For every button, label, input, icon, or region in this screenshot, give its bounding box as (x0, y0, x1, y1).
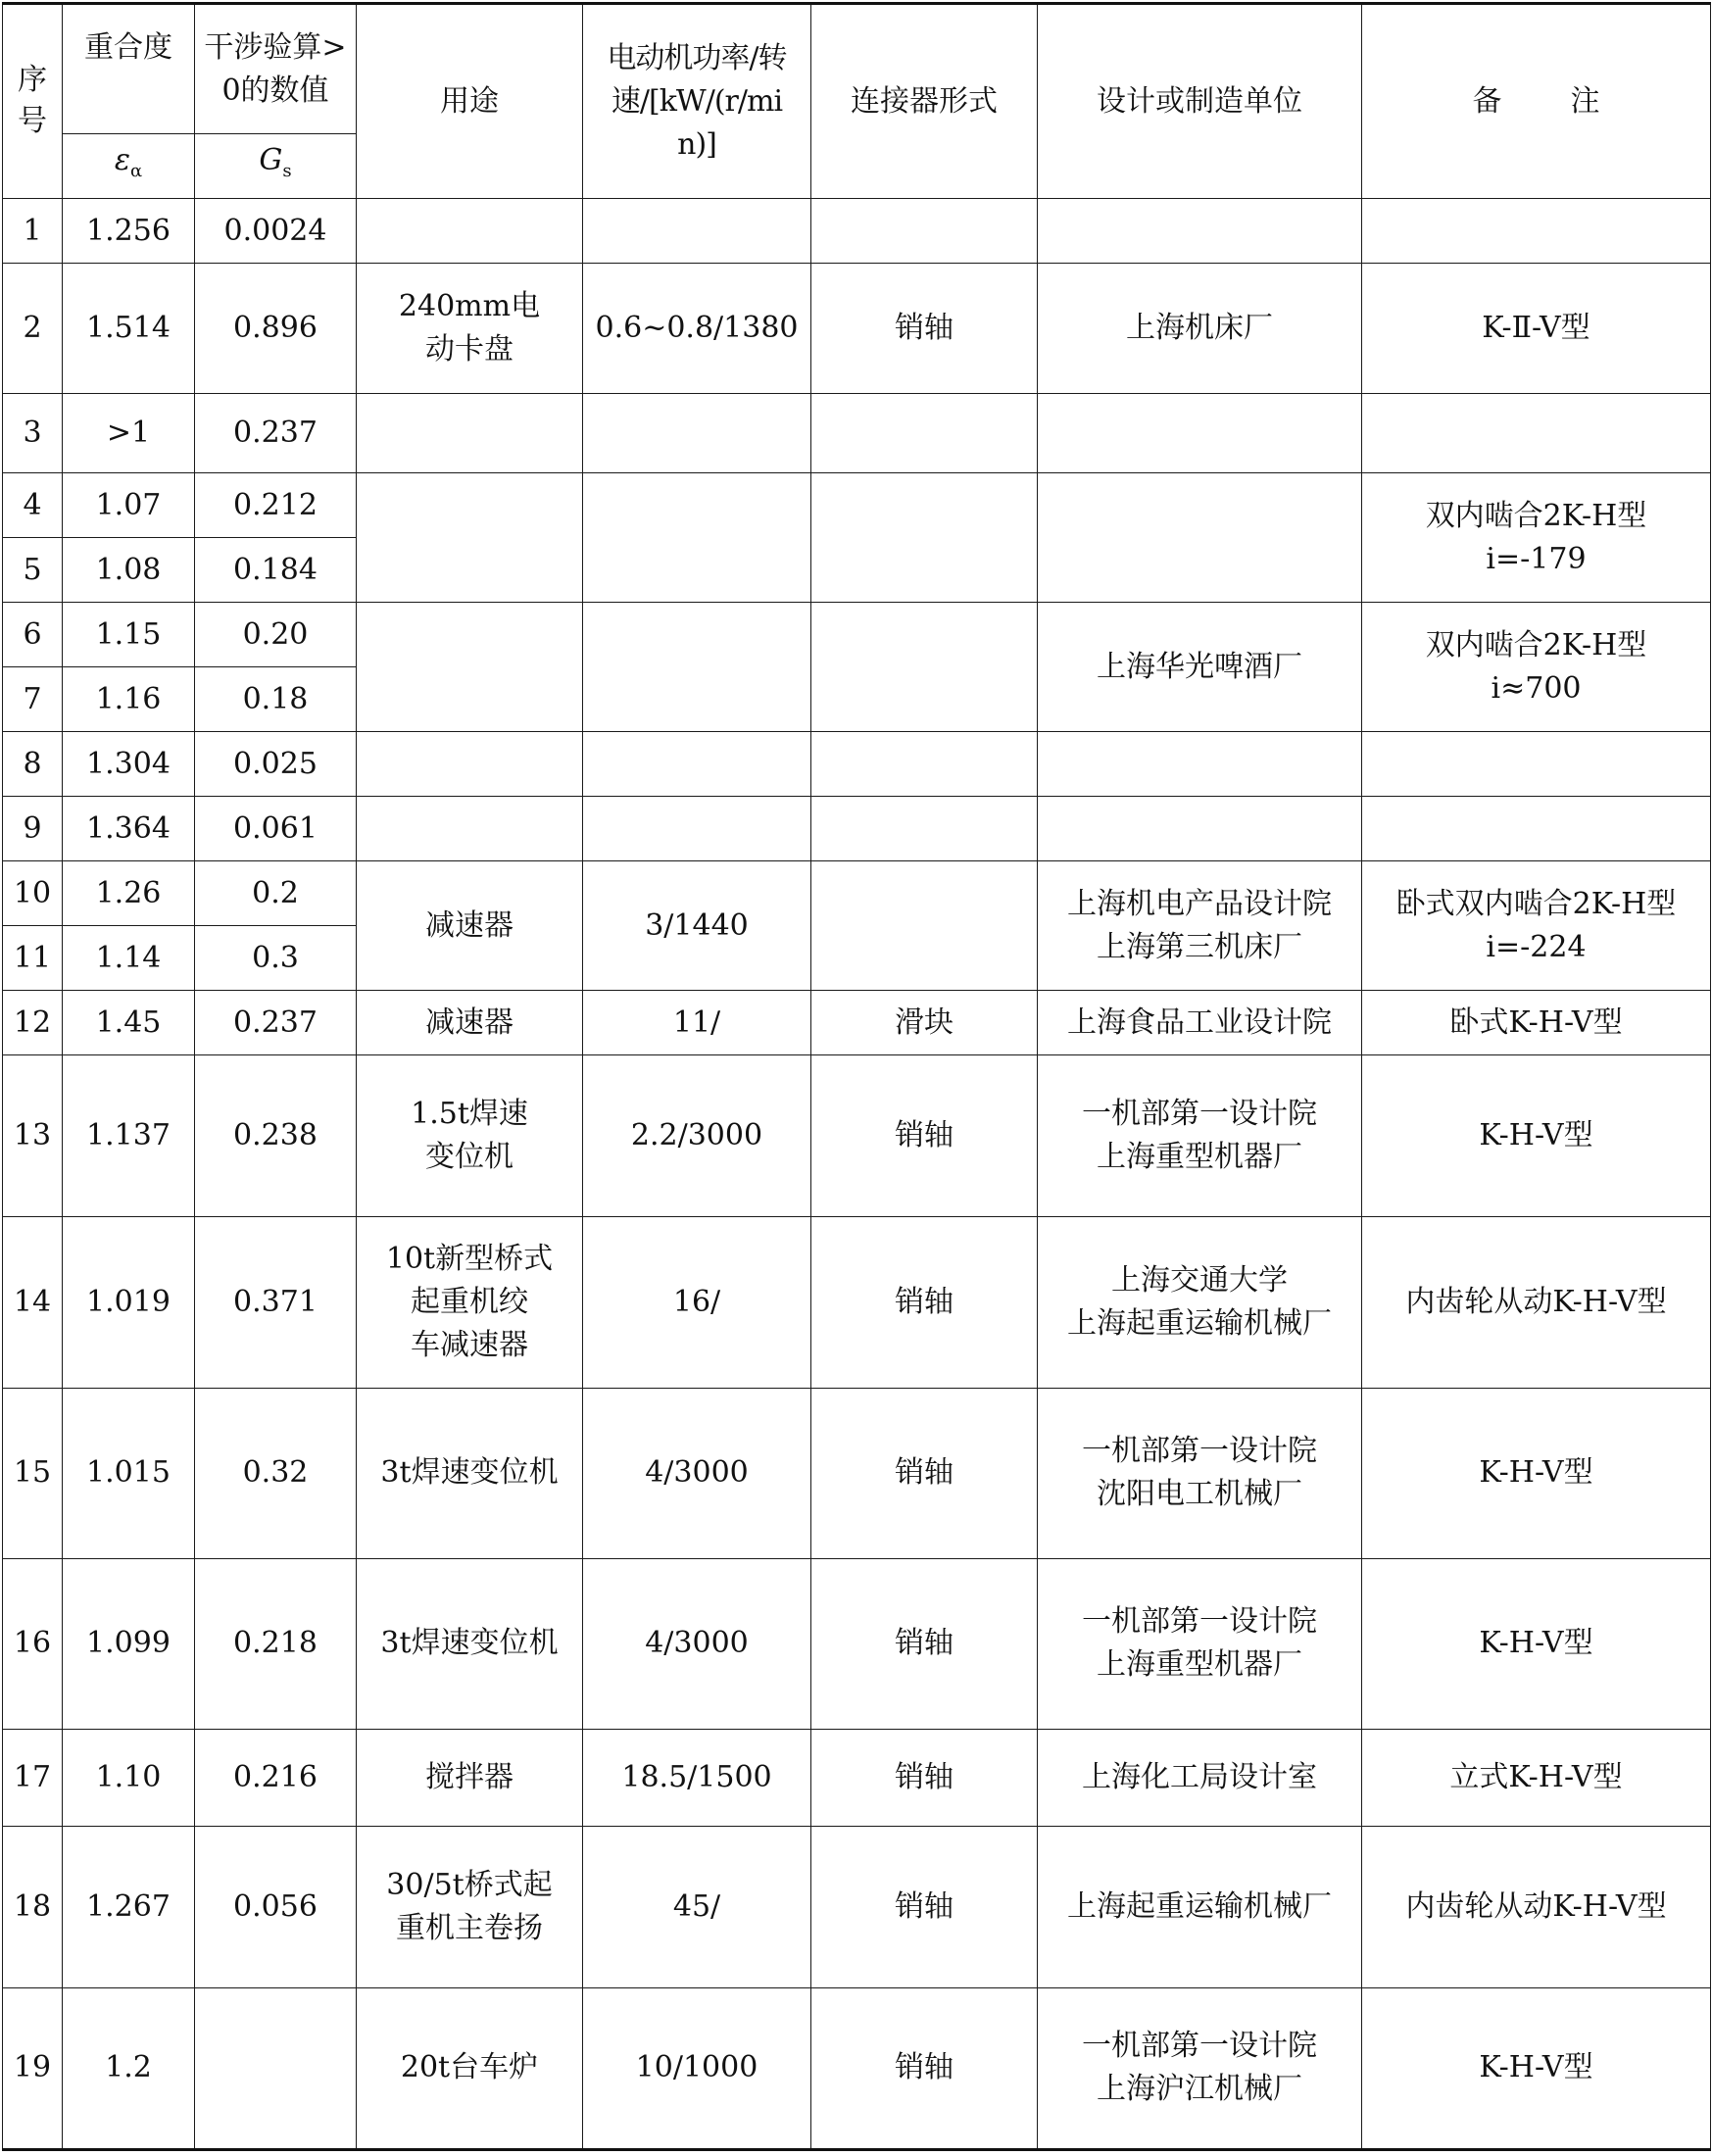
cell-conn: 销轴 (811, 1558, 1038, 1729)
cell-remark (1362, 473, 1711, 603)
cell-conn (811, 199, 1038, 264)
maker-line: 上海交通大学 (1111, 1263, 1288, 1298)
cell-no: 18 (3, 1826, 63, 1987)
cell-gs: 0.237 (195, 394, 357, 473)
maker-line: 上海机电产品设计院 (1067, 886, 1332, 921)
usage-line: 1.5t焊速 (411, 1097, 528, 1132)
cell-eps: 1.2 (63, 1987, 195, 2149)
cell-motor: 45/ (583, 1826, 811, 1987)
cell-motor (583, 797, 811, 861)
usage-line: 减速器 (425, 1004, 514, 1040)
remark-line: 双内啮合2K-H型 (1425, 627, 1647, 662)
cell-eps: >1 (63, 394, 195, 473)
remark-line: K-Ⅱ-V型 (1482, 311, 1590, 346)
cell-maker (1038, 1388, 1362, 1558)
cell-no: 14 (3, 1217, 63, 1388)
maker-line: 上海食品工业设计院 (1067, 1004, 1332, 1040)
header-interference-text: 干涉验算>0的数值 (204, 29, 347, 108)
usage-line: 搅拌器 (425, 1759, 514, 1794)
header-overlap-text: 重合度 (84, 30, 172, 65)
cell-conn (811, 394, 1038, 473)
usage-line: 变位机 (425, 1140, 514, 1175)
g-symbol: G (259, 143, 283, 177)
remark-line: i=-179 (1486, 541, 1587, 576)
cell-motor (583, 732, 811, 797)
maker-line: 上海化工局设计室 (1082, 1759, 1317, 1794)
cell-eps: 1.015 (63, 1388, 195, 1558)
cell-usage (357, 1826, 583, 1987)
g-subscript: s (282, 161, 292, 181)
remark-line: 内齿轮从动K-H-V型 (1405, 1888, 1667, 1924)
cell-motor: 4/3000 (583, 1388, 811, 1558)
cell-usage (357, 473, 583, 603)
cell-eps: 1.45 (63, 991, 195, 1055)
usage-line: 3t焊速变位机 (380, 1626, 559, 1661)
header-remark-a: 备 (1472, 83, 1502, 119)
header-connector (811, 4, 1038, 199)
maker-line: 上海起重运输机械厂 (1067, 1888, 1332, 1924)
cell-conn (811, 473, 1038, 603)
maker-line: 上海起重运输机械厂 (1067, 1306, 1332, 1342)
cell-gs: 0.20 (195, 603, 357, 667)
maker-line: 上海机床厂 (1126, 311, 1273, 346)
cell-no: 5 (3, 538, 63, 603)
usage-line: 30/5t桥式起 (386, 1867, 553, 1902)
cell-gs (195, 1987, 357, 2149)
table-row (3, 1558, 1711, 1729)
cell-no: 10 (3, 861, 63, 926)
cell-eps: 1.256 (63, 199, 195, 264)
cell-eps: 1.08 (63, 538, 195, 603)
cell-motor: 10/1000 (583, 1987, 811, 2149)
cell-conn (811, 797, 1038, 861)
maker-line: 沈阳电工机械厂 (1097, 1477, 1302, 1512)
cell-no: 6 (3, 603, 63, 667)
cell-remark (1362, 264, 1711, 394)
cell-remark (1362, 199, 1711, 264)
maker-line: 上海第三机床厂 (1097, 929, 1302, 964)
maker-line: 上海沪江机械厂 (1097, 2072, 1302, 2107)
cell-maker (1038, 861, 1362, 991)
header-overlap (63, 4, 195, 134)
cell-remark (1362, 1558, 1711, 1729)
cell-no: 15 (3, 1388, 63, 1558)
cell-gs: 0.056 (195, 1826, 357, 1987)
usage-line: 3t焊速变位机 (380, 1455, 559, 1491)
cell-remark (1362, 1729, 1711, 1826)
cell-conn: 销轴 (811, 1217, 1038, 1388)
remark-line: K-H-V型 (1479, 2050, 1593, 2085)
cell-eps: 1.137 (63, 1055, 195, 1217)
cell-conn: 滑块 (811, 991, 1038, 1055)
maker-line: 上海重型机器厂 (1097, 1140, 1302, 1175)
cell-maker (1038, 991, 1362, 1055)
cell-eps: 1.10 (63, 1729, 195, 1826)
header-remark (1362, 4, 1711, 199)
cell-motor: 4/3000 (583, 1558, 811, 1729)
maker-line: 一机部第一设计院 (1082, 1097, 1317, 1132)
cell-no: 19 (3, 1987, 63, 2149)
cell-no: 16 (3, 1558, 63, 1729)
maker-line: 一机部第一设计院 (1082, 1434, 1317, 1469)
cell-usage (357, 394, 583, 473)
usage-line: 10t新型桥式 (385, 1242, 554, 1277)
cell-remark (1362, 797, 1711, 861)
cell-no: 3 (3, 394, 63, 473)
remark-line: K-H-V型 (1479, 1455, 1593, 1491)
cell-gs: 0.218 (195, 1558, 357, 1729)
cell-gs: 0.238 (195, 1055, 357, 1217)
cell-remark (1362, 603, 1711, 732)
header-row (3, 4, 1711, 134)
cell-remark (1362, 1055, 1711, 1217)
remark-line: i≈700 (1491, 670, 1582, 706)
header-connector-text: 连接器形式 (851, 83, 998, 119)
data-table (2, 2, 1711, 2151)
usage-line: 240mm电 (398, 289, 541, 324)
header-usage (357, 4, 583, 199)
header-seq-text: 序号 (18, 63, 47, 138)
cell-gs: 0.216 (195, 1729, 357, 1826)
cell-usage (357, 1217, 583, 1388)
cell-usage (357, 1987, 583, 2149)
cell-gs: 0.3 (195, 926, 357, 991)
cell-gs: 0.32 (195, 1388, 357, 1558)
cell-no: 13 (3, 1055, 63, 1217)
remark-line: 内齿轮从动K-H-V型 (1405, 1285, 1667, 1320)
remark-line: i=-224 (1486, 929, 1587, 964)
table-row (3, 473, 1711, 538)
cell-gs: 0.2 (195, 861, 357, 926)
remark-line: K-H-V型 (1479, 1118, 1593, 1153)
table-row (3, 1987, 1711, 2149)
cell-maker (1038, 732, 1362, 797)
usage-line: 动卡盘 (425, 332, 514, 368)
cell-usage (357, 732, 583, 797)
cell-no: 7 (3, 667, 63, 732)
header-maker-text: 设计或制造单位 (1097, 83, 1302, 119)
cell-no: 9 (3, 797, 63, 861)
header-motor (583, 4, 811, 199)
table-row (3, 1826, 1711, 1987)
cell-usage (357, 991, 583, 1055)
cell-maker (1038, 1217, 1362, 1388)
table-row (3, 732, 1711, 797)
cell-motor (583, 473, 811, 603)
eps-subscript: α (129, 161, 143, 181)
cell-usage (357, 861, 583, 991)
cell-maker (1038, 1729, 1362, 1826)
header-remark-text (1364, 80, 1708, 123)
usage-line: 车减速器 (411, 1328, 528, 1363)
cell-eps: 1.14 (63, 926, 195, 991)
header-motor-text: 电动机功率/转速/[kW/(r/min)] (607, 40, 787, 162)
table-row (3, 861, 1711, 926)
cell-remark (1362, 732, 1711, 797)
cell-gs: 0.184 (195, 538, 357, 603)
cell-usage (357, 264, 583, 394)
eps-symbol: ε (114, 143, 130, 177)
header-eps-symbol (63, 134, 195, 199)
remark-line: K-H-V型 (1479, 1626, 1593, 1661)
cell-motor (583, 199, 811, 264)
cell-eps: 1.267 (63, 1826, 195, 1987)
cell-maker (1038, 199, 1362, 264)
cell-gs: 0.896 (195, 264, 357, 394)
table-row (3, 394, 1711, 473)
header-g-symbol (195, 134, 357, 199)
maker-line: 一机部第一设计院 (1082, 1604, 1317, 1640)
cell-conn: 销轴 (811, 1055, 1038, 1217)
cell-remark (1362, 1826, 1711, 1987)
cell-no: 1 (3, 199, 63, 264)
cell-maker (1038, 1558, 1362, 1729)
cell-maker (1038, 1987, 1362, 2149)
cell-gs: 0.0024 (195, 199, 357, 264)
header-interference (195, 4, 357, 134)
cell-motor (583, 603, 811, 732)
cell-conn (811, 732, 1038, 797)
cell-gs: 0.212 (195, 473, 357, 538)
remark-line: 卧式双内啮合2K-H型 (1395, 886, 1677, 921)
cell-no: 8 (3, 732, 63, 797)
cell-usage (357, 1055, 583, 1217)
cell-eps: 1.514 (63, 264, 195, 394)
cell-remark (1362, 1987, 1711, 2149)
usage-line: 减速器 (425, 907, 514, 943)
cell-usage (357, 603, 583, 732)
cell-remark (1362, 1388, 1711, 1558)
cell-eps: 1.26 (63, 861, 195, 926)
maker-line: 上海重型机器厂 (1097, 1647, 1302, 1683)
maker-line: 一机部第一设计院 (1082, 2029, 1317, 2064)
table-row (3, 199, 1711, 264)
cell-maker (1038, 264, 1362, 394)
cell-conn (811, 861, 1038, 991)
table-row (3, 1729, 1711, 1826)
usage-line: 重机主卷扬 (396, 1910, 543, 1945)
cell-motor: 3/1440 (583, 861, 811, 991)
cell-gs: 0.061 (195, 797, 357, 861)
cell-usage (357, 1729, 583, 1826)
table-row (3, 991, 1711, 1055)
cell-remark (1362, 1217, 1711, 1388)
maker-line: 上海华光啤酒厂 (1097, 649, 1302, 684)
cell-remark (1362, 991, 1711, 1055)
cell-conn: 销轴 (811, 264, 1038, 394)
table-row (3, 1217, 1711, 1388)
cell-usage (357, 1388, 583, 1558)
cell-eps: 1.364 (63, 797, 195, 861)
cell-remark (1362, 394, 1711, 473)
cell-no: 4 (3, 473, 63, 538)
cell-gs: 0.371 (195, 1217, 357, 1388)
cell-maker (1038, 1055, 1362, 1217)
cell-maker (1038, 473, 1362, 603)
header-remark-b: 注 (1570, 83, 1600, 119)
cell-conn: 销轴 (811, 1388, 1038, 1558)
cell-gs: 0.18 (195, 667, 357, 732)
cell-no: 11 (3, 926, 63, 991)
table-row (3, 1055, 1711, 1217)
cell-gs: 0.237 (195, 991, 357, 1055)
header-usage-text: 用途 (440, 83, 499, 119)
cell-motor: 2.2/3000 (583, 1055, 811, 1217)
header-maker (1038, 4, 1362, 199)
cell-motor (583, 394, 811, 473)
cell-usage (357, 199, 583, 264)
cell-usage (357, 797, 583, 861)
cell-eps: 1.019 (63, 1217, 195, 1388)
cell-maker (1038, 1826, 1362, 1987)
usage-line: 起重机绞 (411, 1285, 528, 1320)
cell-motor: 18.5/1500 (583, 1729, 811, 1826)
cell-eps: 1.15 (63, 603, 195, 667)
table-row (3, 797, 1711, 861)
cell-gs: 0.025 (195, 732, 357, 797)
cell-maker (1038, 603, 1362, 732)
cell-conn: 销轴 (811, 1826, 1038, 1987)
cell-maker (1038, 394, 1362, 473)
cell-motor: 11/ (583, 991, 811, 1055)
cell-remark (1362, 861, 1711, 991)
table-row (3, 264, 1711, 394)
table-row (3, 1388, 1711, 1558)
cell-conn: 销轴 (811, 1729, 1038, 1826)
cell-usage (357, 1558, 583, 1729)
cell-eps: 1.16 (63, 667, 195, 732)
cell-conn: 销轴 (811, 1987, 1038, 2149)
cell-motor: 0.6~0.8/1380 (583, 264, 811, 394)
cell-no: 17 (3, 1729, 63, 1826)
table-row (3, 603, 1711, 667)
remark-line: 双内啮合2K-H型 (1425, 498, 1647, 533)
remark-line: 卧式K-H-V型 (1449, 1004, 1623, 1040)
cell-maker (1038, 797, 1362, 861)
remark-line: 立式K-H-V型 (1449, 1759, 1623, 1794)
cell-no: 2 (3, 264, 63, 394)
usage-line: 20t台车炉 (400, 2050, 539, 2085)
cell-no: 12 (3, 991, 63, 1055)
cell-motor: 16/ (583, 1217, 811, 1388)
cell-eps: 1.07 (63, 473, 195, 538)
header-seq (3, 4, 63, 199)
cell-conn (811, 603, 1038, 732)
cell-eps: 1.304 (63, 732, 195, 797)
cell-eps: 1.099 (63, 1558, 195, 1729)
